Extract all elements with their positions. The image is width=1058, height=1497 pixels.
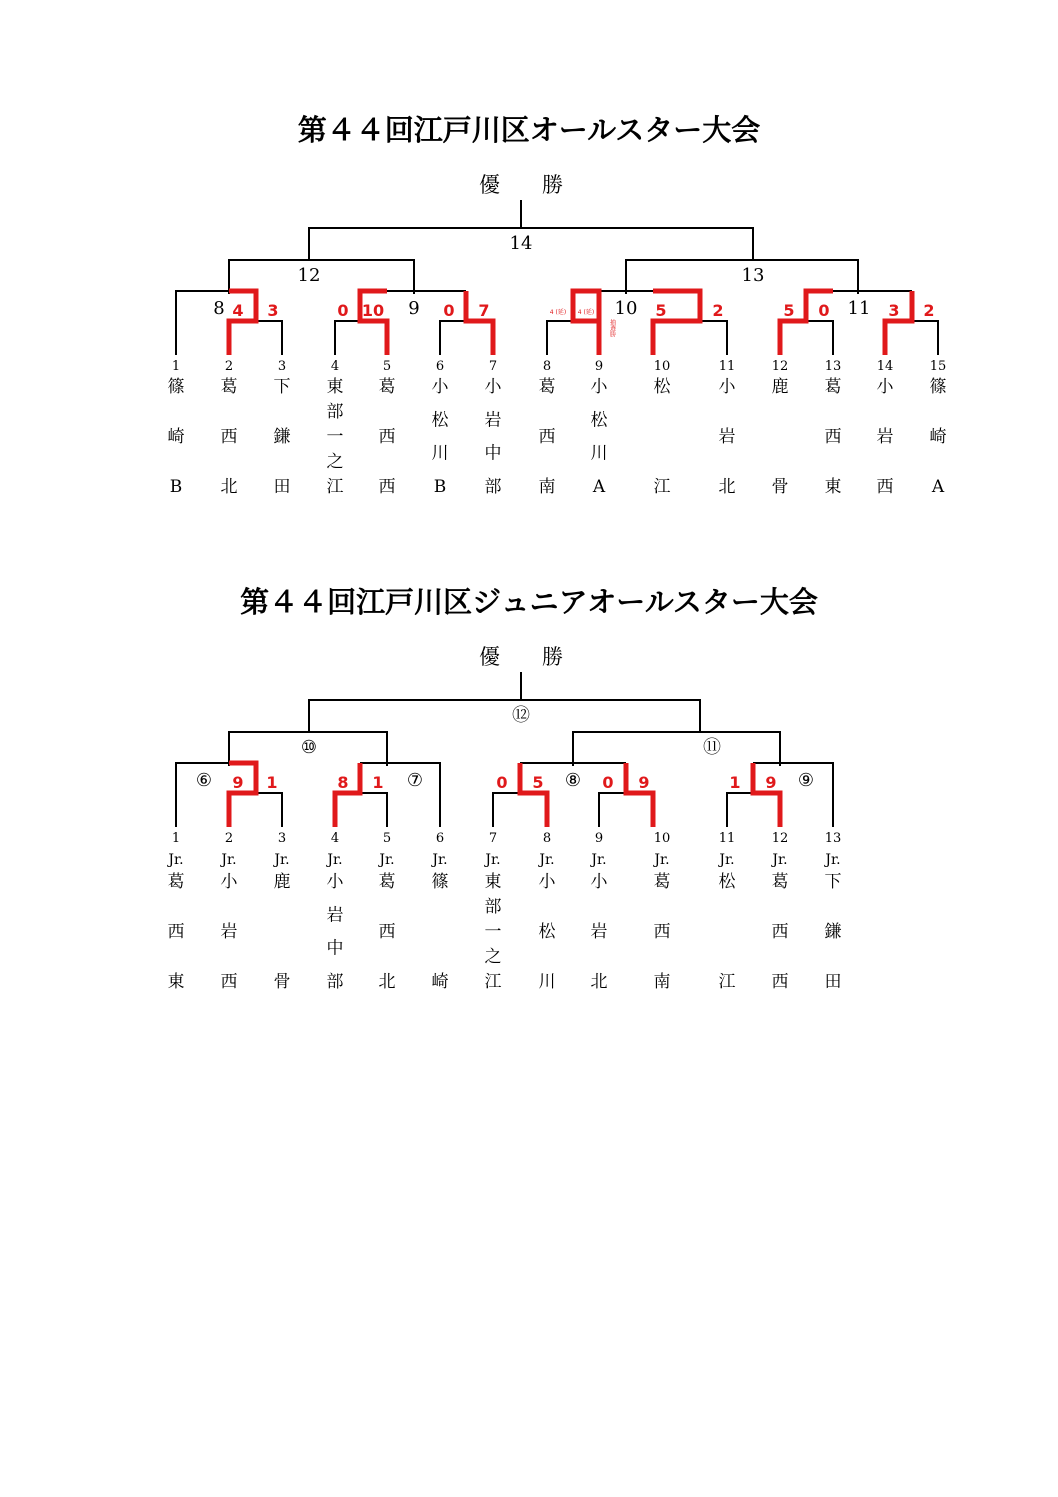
team-name-char: 西 [653, 922, 671, 942]
team-name-char: 東 [484, 872, 502, 892]
team-number: 2 [224, 831, 234, 846]
team-prefix: Jr. [591, 852, 607, 868]
team-number: 14 [876, 359, 894, 374]
score: 0 [602, 773, 614, 792]
score: 8 [337, 773, 349, 792]
team-number: 9 [594, 831, 604, 846]
team-name-char: 小 [538, 872, 556, 892]
team-4 [325, 831, 344, 992]
game-number-quarter: ⑧ [564, 770, 582, 791]
team-name-char: 葛 [220, 377, 238, 397]
bracket-title-junior: 第４４回江戸川区ジュニアオールスター大会 [240, 585, 818, 619]
team-name-char: 部 [484, 897, 502, 917]
team-11 [719, 359, 737, 497]
team-6 [430, 831, 448, 992]
team-name-char: B [433, 477, 447, 497]
game-number-final: ⑫ [512, 705, 530, 726]
game-number-final: 14 [509, 233, 533, 254]
team-name-char: 松 [590, 410, 608, 431]
team-6 [432, 359, 450, 497]
team-name-char: 西 [824, 427, 842, 447]
team-8 [537, 831, 556, 992]
team-number: 4 [330, 831, 340, 846]
team-10 [652, 831, 670, 992]
team-name-char: 西 [378, 427, 396, 447]
game-number-quarter: ⑥ [195, 770, 213, 791]
score: 4 [232, 301, 244, 320]
team-name-char: 部 [326, 402, 344, 422]
team-4 [327, 359, 344, 497]
team-name-char: 崎 [929, 427, 947, 447]
team-prefix: Jr. [719, 852, 735, 868]
team-name-char: 鹿 [273, 872, 291, 892]
team-prefix: Jr. [654, 852, 670, 868]
team-7 [483, 831, 501, 992]
team-name-char: 川 [431, 443, 449, 464]
team-name-char: 東 [167, 972, 185, 992]
team-name-char: 岩 [484, 410, 502, 431]
game-number-quarter: ⑦ [406, 770, 424, 791]
team-name-char: 葛 [824, 377, 842, 397]
score: 0 [337, 301, 349, 320]
team-number: 6 [435, 359, 445, 374]
score: 0 [496, 773, 508, 792]
bracket-lines [176, 672, 833, 827]
team-name-char: 篠 [929, 377, 947, 397]
team-prefix: Jr. [432, 852, 448, 868]
team-9 [589, 831, 608, 992]
team-name-char: 松 [718, 872, 736, 892]
team-name-char: 西 [771, 972, 789, 992]
team-name-char: 之 [484, 947, 502, 967]
team-13 [823, 831, 841, 992]
champion-label: 優 勝 [479, 645, 563, 669]
game-number-semi: 12 [297, 265, 321, 286]
team-name-char: 川 [538, 972, 556, 992]
team-name-char: 東 [326, 377, 344, 397]
team-number: 7 [488, 359, 498, 374]
team-prefix: Jr. [485, 852, 501, 868]
team-name-char: 江 [484, 972, 502, 992]
team-number: 5 [382, 359, 392, 374]
team-12 [770, 831, 788, 992]
team-number: 8 [542, 359, 552, 374]
team-name-char: 松 [653, 377, 671, 397]
team-5 [379, 359, 396, 497]
game-number-semi: ⑩ [300, 737, 318, 758]
team-name-char: 崎 [431, 972, 449, 992]
team-name-char: 部 [484, 477, 502, 497]
score: 4 (延) [549, 309, 567, 316]
team-number: 4 [330, 359, 340, 374]
team-name-char: 篠 [431, 872, 449, 892]
team-name-char: 田 [824, 972, 842, 992]
game-number-quarter: 8 [213, 298, 225, 319]
team-list [166, 831, 841, 992]
team-1 [168, 359, 185, 497]
team-name-char: 葛 [378, 377, 396, 397]
team-prefix: Jr. [327, 852, 343, 868]
team-number: 3 [277, 831, 287, 846]
team-8 [539, 359, 556, 497]
team-name-char: 鎌 [273, 427, 291, 447]
team-9 [591, 359, 609, 497]
score: 5 [532, 773, 544, 792]
score: 0 [818, 301, 830, 320]
team-3 [274, 359, 291, 497]
team-name-char: 岩 [876, 427, 894, 447]
score: 2 [712, 301, 724, 320]
team-name-char: 岩 [590, 922, 608, 942]
game-number-quarter: ⑨ [797, 770, 815, 791]
team-name-char: 西 [876, 477, 894, 497]
team-name-char: 中 [484, 443, 502, 464]
team-name-char: 松 [538, 922, 556, 942]
team-name-char: 下 [824, 872, 842, 892]
team-number: 7 [488, 831, 498, 846]
team-name-char: 葛 [378, 872, 396, 892]
team-name-char: 江 [326, 477, 344, 497]
team-name-char: 北 [590, 972, 608, 992]
score: 10 [361, 301, 385, 320]
lottery-win-note: 抽選勝 [608, 319, 616, 337]
score: 1 [372, 773, 384, 792]
team-number: 9 [594, 359, 604, 374]
team-name-char: 之 [326, 452, 344, 472]
team-number: 13 [824, 359, 842, 374]
team-name-char: 西 [771, 922, 789, 942]
game-number-quarter: 11 [847, 298, 871, 319]
team-10 [654, 359, 672, 497]
team-name-char: 葛 [653, 872, 671, 892]
team-name-char: 岩 [718, 427, 736, 447]
bracket-lines [176, 200, 938, 355]
score: 9 [765, 773, 777, 792]
score: 3 [888, 301, 900, 320]
team-name-char: 岩 [220, 922, 238, 942]
tournament-bracket-senior [0, 160, 1058, 580]
team-name-char: 中 [326, 938, 344, 959]
team-prefix: Jr. [539, 852, 555, 868]
team-name-char: 西 [538, 427, 556, 447]
team-2 [221, 359, 238, 497]
team-name-char: 東 [824, 477, 842, 497]
team-number: 3 [277, 359, 287, 374]
winner-paths [229, 291, 912, 355]
team-name-char: 鹿 [771, 377, 789, 397]
score: 1 [266, 773, 278, 792]
team-15 [930, 359, 947, 497]
team-name-char: 部 [326, 972, 344, 992]
team-name-char: 小 [590, 377, 608, 397]
team-number: 1 [171, 831, 181, 846]
score: 7 [478, 301, 490, 320]
score: 9 [638, 773, 650, 792]
team-name-char: 小 [431, 377, 449, 397]
team-name-char: 葛 [167, 872, 185, 892]
team-name-char: 一 [484, 922, 502, 942]
team-name-char: 骨 [771, 477, 789, 497]
team-number: 6 [435, 831, 445, 846]
team-name-char: 葛 [771, 872, 789, 892]
game-number-semi: ⑪ [703, 737, 721, 758]
score: 1 [729, 773, 741, 792]
team-prefix: Jr. [772, 852, 788, 868]
score: 9 [232, 773, 244, 792]
score: 4 (延) [577, 309, 595, 316]
team-5 [377, 831, 395, 992]
score: 5 [783, 301, 795, 320]
team-number: 2 [224, 359, 234, 374]
score: 5 [655, 301, 667, 320]
team-name-char: 南 [653, 972, 671, 992]
team-name-char: 小 [718, 377, 736, 397]
tournament-bracket-junior [0, 632, 1058, 1052]
team-number: 13 [824, 831, 842, 846]
team-name-char: 西 [220, 972, 238, 992]
game-number-quarter: 10 [614, 298, 638, 319]
team-number: 8 [542, 831, 552, 846]
team-name-char: 篠 [167, 377, 185, 397]
team-name-char: 骨 [273, 972, 291, 992]
game-number-semi: 13 [741, 265, 765, 286]
score: 2 [923, 301, 935, 320]
score: 3 [267, 301, 279, 320]
team-number: 1 [171, 359, 181, 374]
team-number: 10 [653, 831, 671, 846]
team-list [168, 359, 947, 497]
team-name-char: 一 [326, 427, 344, 447]
team-name-char: 小 [876, 377, 894, 397]
team-13 [825, 359, 842, 497]
score: 0 [443, 301, 455, 320]
team-name-char: A [592, 477, 606, 497]
team-name-char: 江 [718, 972, 736, 992]
team-3 [272, 831, 290, 992]
team-name-char: 田 [273, 477, 291, 497]
team-name-char: B [169, 477, 183, 497]
team-14 [877, 359, 895, 497]
team-name-char: 西 [378, 477, 396, 497]
game-number-quarter: 9 [408, 298, 420, 319]
team-name-char: 南 [538, 477, 556, 497]
champion-label: 優 勝 [479, 173, 563, 197]
team-name-char: 北 [220, 477, 238, 497]
team-number: 12 [771, 359, 789, 374]
team-prefix: Jr. [274, 852, 290, 868]
team-name-char: 北 [378, 972, 396, 992]
team-name-char: 岩 [326, 905, 344, 926]
team-name-char: 西 [220, 427, 238, 447]
team-prefix: Jr. [825, 852, 841, 868]
team-name-char: A [931, 477, 945, 497]
team-name-char: 小 [326, 872, 344, 892]
team-number: 5 [382, 831, 392, 846]
team-name-char: 崎 [167, 427, 185, 447]
team-12 [772, 359, 789, 497]
team-number: 11 [718, 359, 736, 374]
team-prefix: Jr. [168, 852, 184, 868]
team-7 [485, 359, 503, 497]
team-name-char: 西 [167, 922, 185, 942]
team-name-char: 西 [378, 922, 396, 942]
team-name-char: 松 [431, 410, 449, 431]
team-name-char: 川 [590, 443, 608, 464]
team-number: 10 [653, 359, 671, 374]
team-name-char: 江 [653, 477, 671, 497]
team-2 [219, 831, 238, 992]
team-name-char: 小 [590, 872, 608, 892]
team-number: 15 [929, 359, 947, 374]
team-11 [717, 831, 736, 992]
team-name-char: 北 [718, 477, 736, 497]
team-name-char: 小 [484, 377, 502, 397]
team-name-char: 葛 [538, 377, 556, 397]
team-number: 12 [771, 831, 789, 846]
team-prefix: Jr. [379, 852, 395, 868]
team-prefix: Jr. [221, 852, 237, 868]
team-name-char: 鎌 [824, 922, 842, 942]
team-name-char: 下 [273, 377, 291, 397]
team-1 [166, 831, 184, 992]
bracket-title-senior: 第４４回江戸川区オールスター大会 [297, 113, 761, 147]
team-name-char: 小 [220, 872, 238, 892]
team-number: 11 [718, 831, 736, 846]
